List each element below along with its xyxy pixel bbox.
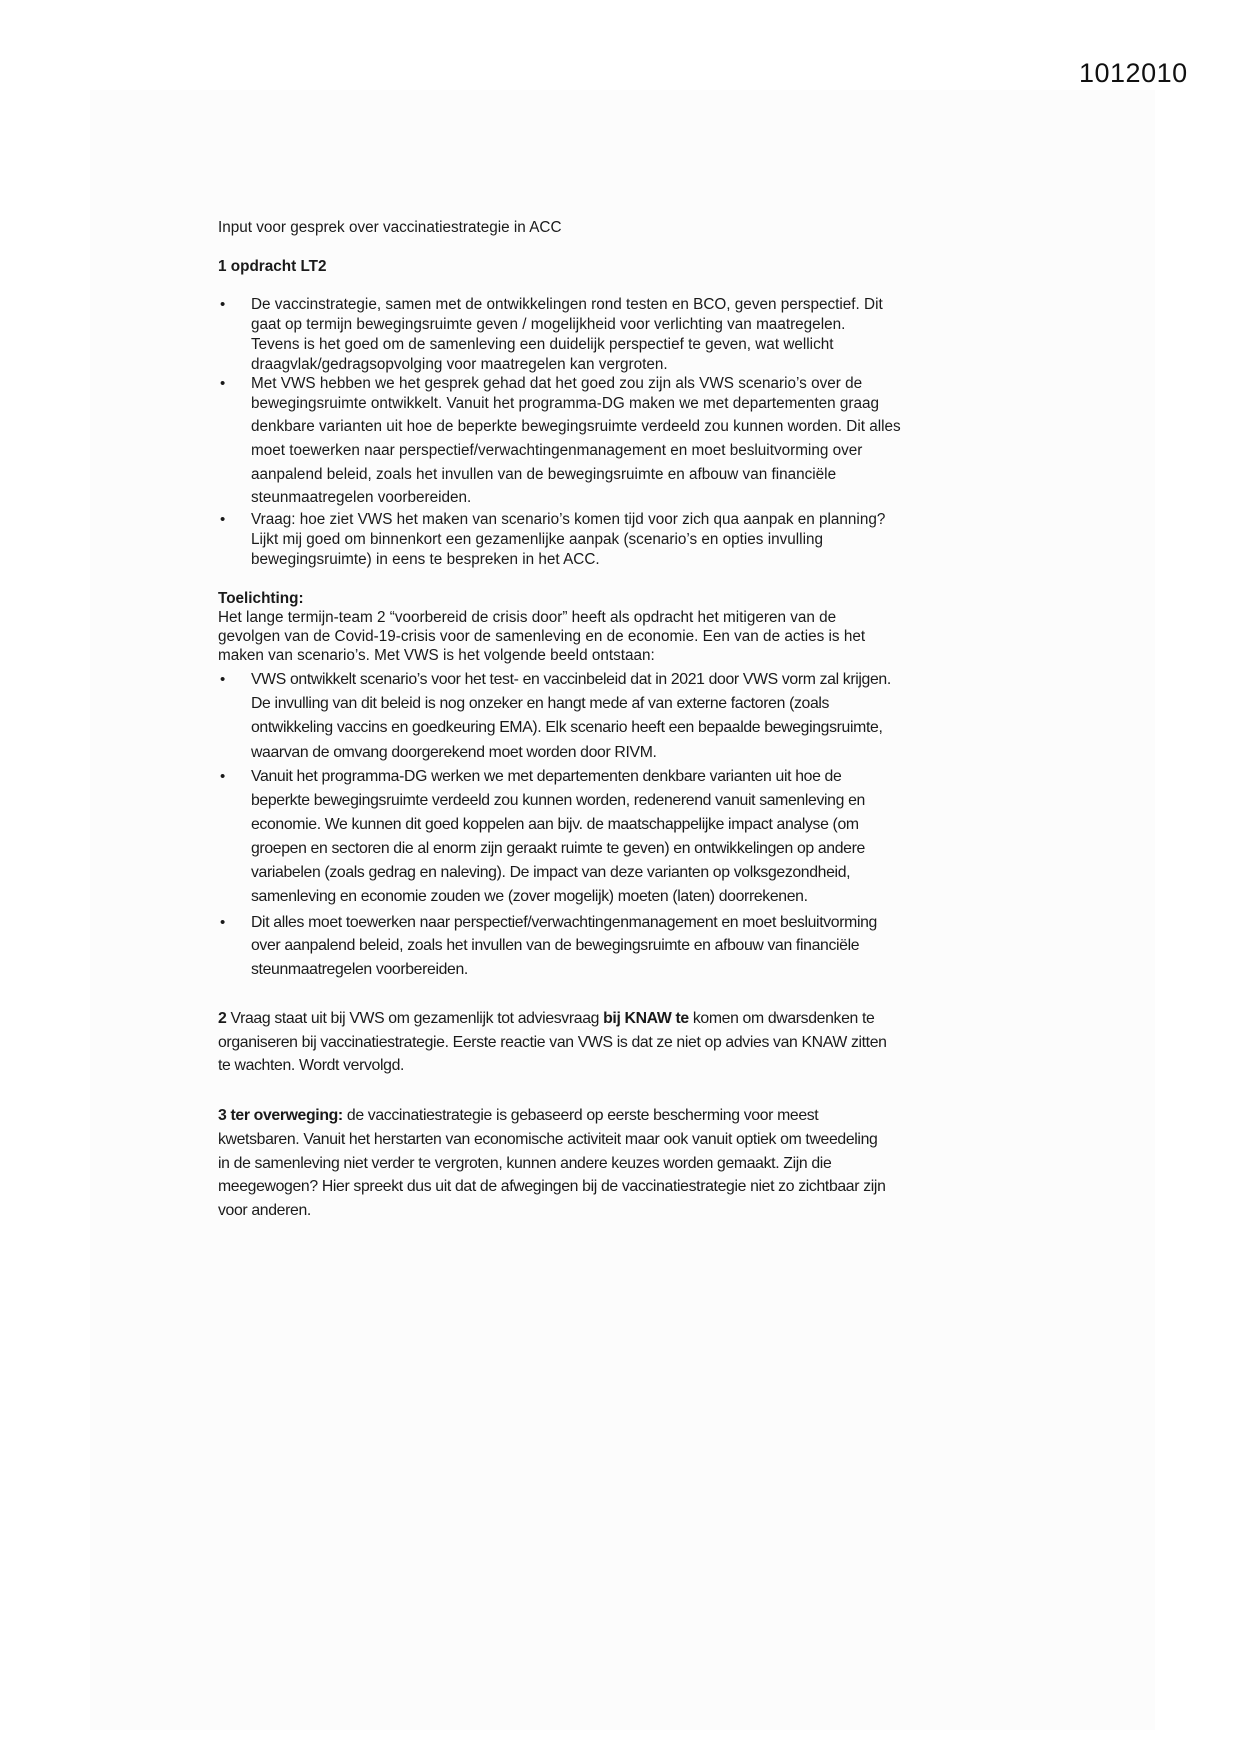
bullet-text-line [251, 315, 845, 335]
bullet-text-line [251, 839, 865, 859]
paragraph-line [218, 1056, 404, 1076]
document-number: 1012010 [1079, 58, 1188, 88]
text: gaat op termijn bewegingsruimte geven / mogelijkheid voor verlichting van maatregelen. [251, 316, 846, 333]
paragraph-line [218, 1033, 887, 1053]
bullet-text-line [251, 887, 808, 907]
paragraph-line [218, 1130, 877, 1150]
paragraph-line [218, 608, 836, 628]
text: De vaccinstrategie, samen met de ontwikkelingen rond testen en BCO, geven perspectief. Dit [251, 296, 883, 313]
bullet-text-line [251, 394, 879, 414]
text: Vraag staat uit bij VWS om gezamenlijk tot adviesvraag [226, 1010, 604, 1027]
bullet-text-line [251, 510, 885, 530]
text: ontwikkeling vaccins en goedkeuring EMA). Elk scenario heeft een bepaalde bewegingsruimte, [251, 719, 883, 736]
text: groepen en sectoren die al enorm zijn geraakt ruimte te geven) en ontwikkelingen op andere [251, 840, 865, 857]
bullet-text-line [251, 960, 468, 980]
bold-text: 3 ter overweging: [218, 1107, 343, 1124]
text: Vraag: hoe ziet VWS het maken van scenario’s komen tijd voor zich qua aanpak en planning? [251, 511, 886, 528]
bold-text: Toelichting: [218, 590, 304, 607]
bullet-text-line [251, 465, 836, 485]
bullet-text-line [251, 550, 600, 570]
text: in de samenleving niet verder te vergroten, kunnen andere keuzes worden gemaakt. Zijn die [218, 1155, 832, 1172]
text: meegewogen? Hier spreekt dus uit dat de afwegingen bij de vaccinatiestrategie niet zo zichtbaar zijn [218, 1178, 886, 1195]
bullet-icon: • [220, 768, 226, 785]
bullet-text-line [251, 694, 829, 714]
text: steunmaatregelen voorbereiden. [251, 489, 472, 506]
bold-text: 2 [218, 1010, 227, 1027]
paragraph-line [218, 646, 655, 666]
bullet-text-line [251, 335, 833, 355]
paragraph-line [218, 589, 304, 609]
text: de vaccinatiestrategie is gebaseerd op eerste bescherming voor meest [342, 1107, 819, 1124]
text: bewegingsruimte ontwikkelt. Vanuit het programma-DG maken we met departementen graag [251, 395, 880, 412]
bold-text: 1 opdracht LT2 [218, 258, 327, 275]
bullet-text-line [251, 913, 877, 933]
text: variabelen (zoals gedrag en naleving). De impact van deze varianten op volksgezondheid, [251, 864, 851, 881]
text: beperkte bewegingsruimte verdeeld zou kunnen worden, redenerend vanuit samenleving en [251, 792, 865, 809]
bullet-text-line [251, 355, 668, 375]
bullet-text-line [251, 743, 657, 763]
text: voor anderen. [218, 1202, 311, 1219]
text: De invulling van dit beleid is nog onzeker en hangt mede af van externe factoren (zoals [251, 695, 830, 712]
text: samenleving en economie zouden we (zover mogelijk) moeten (laten) doorrekenen. [251, 888, 808, 905]
bullet-icon: • [220, 914, 226, 931]
text: Met VWS hebben we het gesprek gehad dat het goed zou zijn als VWS scenario’s over de [251, 375, 863, 392]
paragraph-line [218, 218, 562, 238]
bullet-text-line [251, 767, 841, 787]
bullet-icon: • [220, 296, 226, 313]
bullet-icon: • [220, 375, 226, 392]
bold-text: bij KNAW te [603, 1010, 689, 1027]
bullet-text-line [251, 936, 859, 956]
text: moet toewerken naar perspectief/verwachtingenmanagement en moet besluitvorming over [251, 442, 863, 459]
text: kwetsbaren. Vanuit het herstarten van economische activiteit maar ook vanuit optiek om tweedeling [218, 1131, 878, 1148]
text: Dit alles moet toewerken naar perspectief/verwachtingenmanagement en moet besluitvorming [251, 914, 877, 931]
paragraph-line [218, 1154, 831, 1174]
bullet-text-line [251, 863, 850, 883]
bullet-text-line [251, 374, 862, 394]
bullet-text-line [251, 295, 883, 315]
text: te wachten. Wordt vervolgd. [218, 1057, 405, 1074]
text: steunmaatregelen voorbereiden. [251, 961, 468, 978]
text: komen om dwarsdenken te [688, 1010, 875, 1027]
text: organiseren bij vaccinatiestrategie. Eerste reactie van VWS is dat ze niet op advies van KNAW zitten [218, 1034, 887, 1051]
text: Vanuit het programma-DG werken we met departementen denkbare varianten uit hoe de [251, 768, 842, 785]
text: maken van scenario’s. Met VWS is het volgende beeld ontstaan: [218, 647, 655, 664]
text: waarvan de omvang doorgerekend moet worden door RIVM. [251, 744, 657, 761]
bullet-text-line [251, 815, 859, 835]
text: over aanpalend beleid, zoals het invullen van de bewegingsruimte en afbouw van financiële [251, 937, 860, 954]
text: aanpalend beleid, zoals het invullen van de bewegingsruimte en afbouw van financiële [251, 466, 837, 483]
text: VWS ontwikkelt scenario’s voor het test- en vaccinbeleid dat in 2021 door VWS vorm zal krijgen. [251, 671, 891, 688]
bullet-icon: • [220, 511, 226, 528]
paragraph-line [218, 627, 865, 647]
bullet-text-line [251, 441, 862, 461]
paragraph-line [218, 1201, 311, 1221]
text: Lijkt mij goed om binnenkort een gezamenlijke aanpak (scenario’s en opties invulling [251, 531, 823, 548]
bullet-icon: • [220, 671, 226, 688]
text: economie. We kunnen dit goed koppelen aan bijv. de maatschappelijke impact analyse (om [251, 816, 859, 833]
bullet-text-line [251, 417, 901, 437]
text: Het lange termijn-team 2 “voorbereid de crisis door” heeft als opdracht het mitigeren van de [218, 609, 837, 626]
paragraph-line [218, 1106, 818, 1126]
text: gevolgen van de Covid-19-crisis voor de samenleving en de economie. Een van de acties is het [218, 628, 866, 645]
bullet-text-line [251, 488, 471, 508]
text: Input voor gesprek over vaccinatiestrategie in ACC [218, 219, 562, 236]
text: draagvlak/gedragsopvolging voor maatregelen kan vergroten. [251, 356, 668, 373]
paragraph-line [218, 1009, 874, 1029]
bullet-text-line [251, 791, 865, 811]
bullet-text-line [251, 718, 882, 738]
text: denkbare varianten uit hoe de beperkte bewegingsruimte verdeeld zou kunnen worden. Dit alles [251, 418, 901, 435]
bullet-text-line [251, 670, 891, 690]
paragraph-line [218, 1177, 886, 1197]
bullet-text-line [251, 530, 823, 550]
text: Tevens is het goed om de samenleving een duidelijk perspectief te geven, wat wellicht [251, 336, 834, 353]
paragraph-line [218, 257, 327, 277]
text: bewegingsruimte) in eens te bespreken in het ACC. [251, 551, 600, 568]
